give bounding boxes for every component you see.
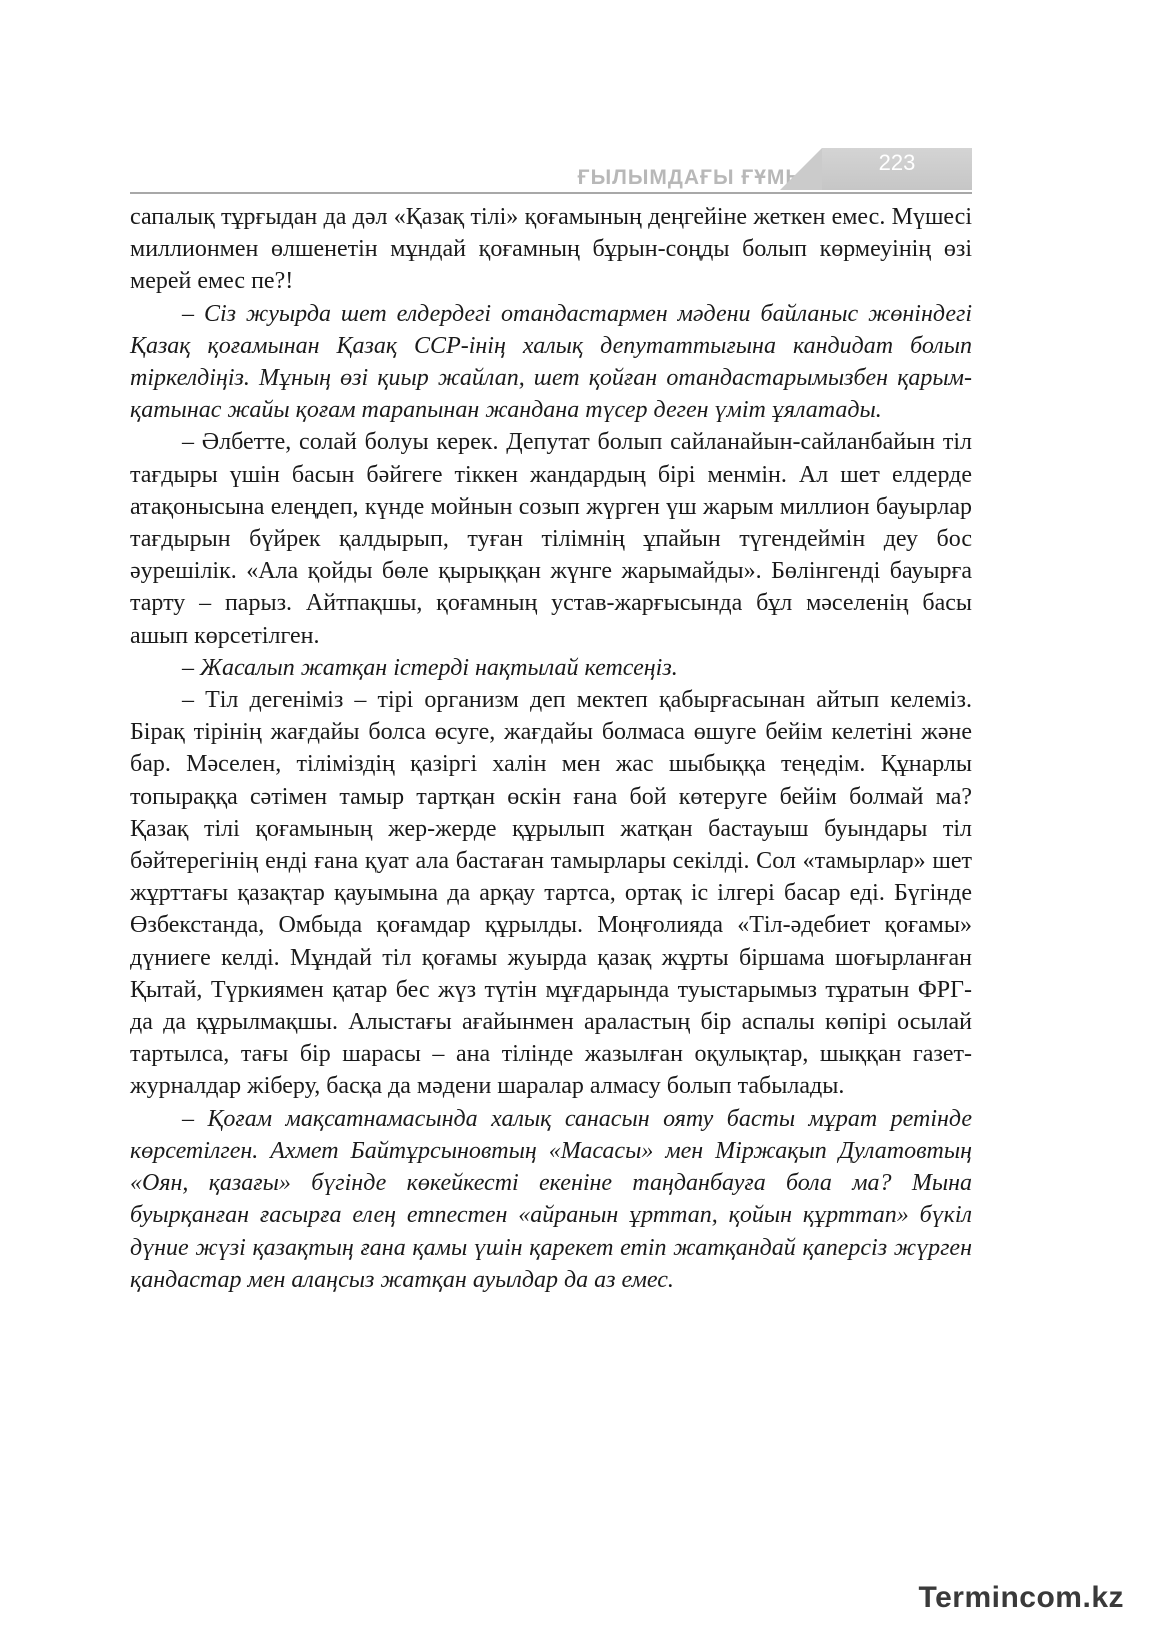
header-rule	[130, 192, 972, 194]
answer-paragraph: – Тіл дегеніміз – тірі организм деп мектеп қабырғасынан айтып келеміз. Бірақ тірінің жағдайы болса өсуге, жағдайы болмаса өшуге бейім келетіні және бар. Мәселен, тіліміздің қазіргі халін мен жас шыбыққа теңедім. Құнарлы топыраққа сәтімен тамыр тартқан өскін ғана бой көтеруге бейім болмай ма? Қазақ тілі қоғамының жер-жерде құрылып жатқан бастауыш буындары тіл бәйтерегінің енді ғана қуат ала бастаған тамырлары секілді. Сол «тамырлар» шет жұрттағы қазақтар қауымына да арқау тартса, ортақ іс ілгері басар еді. Бүгінде Өзбекстанда, Омбыда қоғамдар құрылды. Моңғолияда «Тіл-әдебиет қоғамы» дүниеге келді. Мұндай тіл қоғамы жуырда қазақ жұрты біршама шоғырланған Қытай, Түркиямен қатар бес жүз түтін мұғдарында туыстарымыз тұратын ФРГ-да да құрылмақшы. Алыстағы ағайынмен араластың бір аспалы көпірі осылай тартылса, тағы бір шарасы – ана тілінде жазылған оқулықтар, шыққан газет-журналдар жіберу, басқа да мәдени шаралар алмасу болып табылады.	[130, 687, 972, 1100]
question-paragraph: – Қоғам мақсатнамасында халық санасын ояту басты мұрат ретінде көрсетілген. Ахмет Байтұрсыновтың «Масасы» мен Міржақып Дулатовтың «Оян, қазағы» бүгінде көкейкесті екеніне таңданбауға бола ма? Мына буырқанған ғасырға елең етпестен «айранын ұрттап, қойын құрттап» бүкіл дүние жүзі қазақтың ғана қамы үшін қарекет етіп жатқандай қаперсіз жүрген қандастар мен алаңсыз жатқан ауылдар да аз емес.	[130, 1105, 972, 1293]
question-paragraph: – Жасалып жатқан істерді нақтылай кетсеңіз.	[182, 654, 678, 681]
header-tab-slant	[780, 148, 822, 190]
page-number: 223	[878, 150, 916, 175]
watermark-logo: Termincom.kz	[918, 1581, 1124, 1614]
paragraph: сапалық тұрғыдан да дәл «Қазақ тілі» қоғамының деңгейіне жеткен емес. Мүшесі миллионмен өлшенетін мұндай қоғамның бұрын-соңды болып көрмеуінің өзі мерей емес пе?!	[130, 204, 972, 295]
body-text	[130, 201, 972, 1296]
running-title: ҒЫЛЫМДАҒЫ ҒҰМЫР	[577, 166, 822, 189]
running-header	[130, 142, 972, 196]
answer-paragraph: – Әлбетте, солай болуы керек. Депутат болып сайланайын-сайланбайын тіл тағдыры үшін басын бәйгеге тіккен жандардың бірі менмін. Ал шет елдерде атақонысына елеңдеп, күнде мойнын созып жүрген үш жарым миллион бауырлар тағдырын бүйрек қалдырып, туған тілімнің ұпайын түгендеймін деу бос әурешілік. «Ала қойды бөле қырыққан жүнге жарымайды». Бөлінгенді бауырға тарту – парыз. Айтпақшы, қоғамның устав-жарғысында бұл мәселенің басы ашып көрсетілген.	[130, 429, 972, 649]
question-paragraph: – Сіз жуырда шет елдердегі отандастармен мәдени байланыс жөніндегі Қазақ қоғамынан Қазақ ССР-інің халық депутаттығына кандидат болып тіркелдіңіз. Мұның өзі қиыр жайлап, шет қойған отандастарымызбен қарым-қатынас жайы қоғам тарапынан жандана түсер деген үміт ұялатады.	[130, 300, 972, 424]
